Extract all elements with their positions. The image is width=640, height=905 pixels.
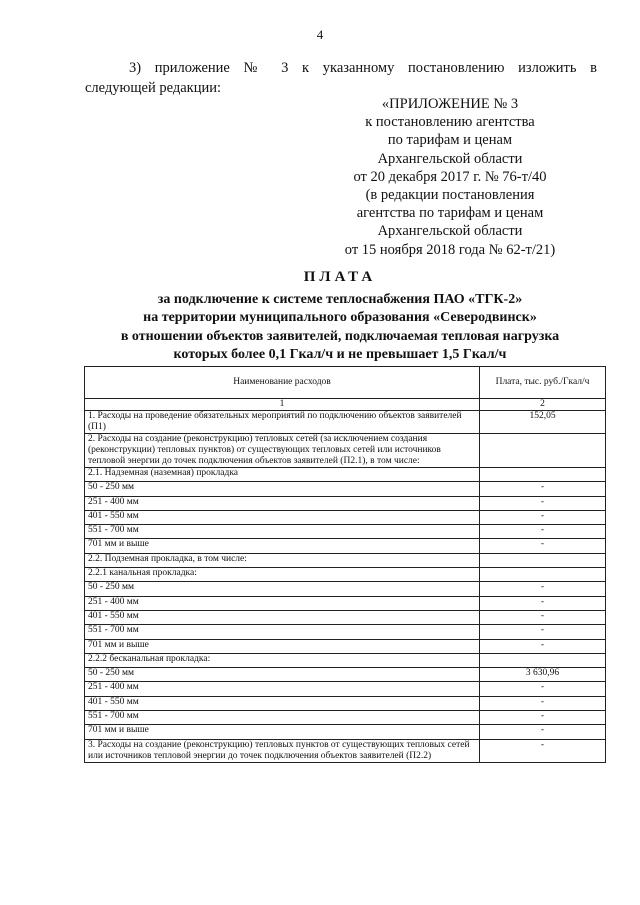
fee-value-cell bbox=[480, 568, 606, 582]
expense-name-cell: 3. Расходы на создание (реконструкцию) тепловых пунктов от существующих тепловых сетей или источников тепловой энергии до точек подключения объектов заявителей (П2.2) bbox=[85, 739, 480, 762]
document-title bbox=[60, 268, 620, 365]
table-row bbox=[85, 711, 606, 725]
table-body bbox=[85, 411, 606, 763]
header-fee: Плата, тыс. руб./Гкал/ч bbox=[480, 367, 606, 399]
table-row bbox=[85, 582, 606, 596]
appendix-line: к постановлению агентства bbox=[365, 114, 535, 131]
column-number: 1 bbox=[85, 399, 480, 411]
expense-name-cell: 401 - 550 мм bbox=[85, 696, 480, 710]
title-main: ПЛАТА bbox=[303, 269, 377, 285]
fee-value-cell bbox=[480, 653, 606, 667]
appendix-line: Архангельской области bbox=[377, 150, 523, 167]
expense-name-cell: 50 - 250 мм bbox=[85, 582, 480, 596]
page-number: 4 bbox=[316, 27, 324, 42]
expense-name-cell: 2.2. Подземная прокладка, в том числе: bbox=[85, 553, 480, 567]
appendix-line: «ПРИЛОЖЕНИЕ № 3 bbox=[381, 96, 519, 112]
title-line: за подключение к системе теплоснабжения ПАО «ТГК-2» bbox=[157, 291, 523, 307]
appendix-line: от 20 декабря 2017 г. № 76-т/40 bbox=[353, 168, 547, 185]
table-row bbox=[85, 482, 606, 496]
table-row bbox=[85, 596, 606, 610]
intro-line-2: следующей редакции: bbox=[85, 80, 222, 96]
table-row bbox=[85, 739, 606, 762]
expense-name-cell: 701 мм и выше bbox=[85, 539, 480, 553]
appendix-line: (в редакции постановления bbox=[365, 187, 535, 204]
expense-name-cell: 50 - 250 мм bbox=[85, 668, 480, 682]
table-row bbox=[85, 553, 606, 567]
table-row bbox=[85, 610, 606, 624]
table-row bbox=[85, 539, 606, 553]
fee-value-cell: - bbox=[480, 725, 606, 739]
expense-name-cell: 2.2.2 бесканальная прокладка: bbox=[85, 653, 480, 667]
fee-value-cell: - bbox=[480, 739, 606, 762]
table-row bbox=[85, 510, 606, 524]
table-row bbox=[85, 434, 606, 468]
fee-value-cell: - bbox=[480, 682, 606, 696]
expense-name-cell: 2.1. Надземная (наземная) прокладка bbox=[85, 468, 480, 482]
table-row bbox=[85, 696, 606, 710]
expense-name-cell: 701 мм и выше bbox=[85, 725, 480, 739]
expense-name-cell: 551 - 700 мм bbox=[85, 711, 480, 725]
column-number-row bbox=[85, 399, 606, 411]
header-expense-name: Наименование расходов bbox=[85, 367, 480, 399]
table-row bbox=[85, 496, 606, 510]
fee-value-cell: - bbox=[480, 539, 606, 553]
title-line: в отношении объектов заявителей, подключаемая тепловая нагрузка bbox=[120, 328, 560, 344]
expense-name-cell: 551 - 700 мм bbox=[85, 525, 480, 539]
intro-line-1: 3) приложение № 3 к указанному постановлению изложить в bbox=[129, 60, 597, 76]
appendix-line: агентства по тарифам и ценам bbox=[356, 205, 544, 222]
expense-name-cell: 401 - 550 мм bbox=[85, 510, 480, 524]
table-row bbox=[85, 625, 606, 639]
expense-name-cell: 1. Расходы на проведение обязательных мероприятий по подключению объектов заявителей (П1) bbox=[85, 411, 480, 434]
expense-name-cell: 251 - 400 мм bbox=[85, 596, 480, 610]
intro-paragraph bbox=[85, 58, 597, 98]
appendix-line: Архангельской области bbox=[377, 223, 523, 240]
fee-value-cell bbox=[480, 468, 606, 482]
title-line: на территории муниципального образования «Северодвинск» bbox=[143, 310, 537, 325]
table-row bbox=[85, 682, 606, 696]
fee-value-cell: 3 630,96 bbox=[480, 668, 606, 682]
table-header-row bbox=[85, 367, 606, 399]
expense-name-cell: 251 - 400 мм bbox=[85, 682, 480, 696]
fee-value-cell: - bbox=[480, 625, 606, 639]
fee-table bbox=[84, 366, 606, 763]
fee-value-cell: - bbox=[480, 482, 606, 496]
table-row bbox=[85, 639, 606, 653]
table-row bbox=[85, 668, 606, 682]
fee-value-cell bbox=[480, 434, 606, 468]
appendix-line: от 15 ноября 2018 года № 62-т/21) bbox=[344, 241, 556, 258]
fee-value-cell: 152,05 bbox=[480, 411, 606, 434]
fee-value-cell: - bbox=[480, 639, 606, 653]
table-row bbox=[85, 568, 606, 582]
expense-name-cell: 50 - 250 мм bbox=[85, 482, 480, 496]
column-number: 2 bbox=[480, 399, 606, 411]
fee-value-cell: - bbox=[480, 496, 606, 510]
title-line: которых более 0,1 Гкал/ч и не превышает 1,5 Гкал/ч bbox=[173, 347, 507, 362]
fee-value-cell: - bbox=[480, 525, 606, 539]
table-row bbox=[85, 525, 606, 539]
table-row bbox=[85, 653, 606, 667]
fee-value-cell: - bbox=[480, 510, 606, 524]
expense-name-cell: 251 - 400 мм bbox=[85, 496, 480, 510]
fee-value-cell: - bbox=[480, 696, 606, 710]
fee-value-cell: - bbox=[480, 596, 606, 610]
expense-name-cell: 401 - 550 мм bbox=[85, 610, 480, 624]
table-row bbox=[85, 468, 606, 482]
table-row bbox=[85, 411, 606, 434]
expense-name-cell: 2. Расходы на создание (реконструкцию) тепловых сетей (за исключением создания (реконструкции) тепловых пунктов) от существующих тепловых сетей или источников тепловой энергии до точек подключения объектов заявителей (П2.1), в том числе: bbox=[85, 434, 480, 468]
fee-value-cell bbox=[480, 553, 606, 567]
table-row bbox=[85, 725, 606, 739]
fee-value-cell: - bbox=[480, 582, 606, 596]
appendix-header bbox=[300, 95, 600, 259]
expense-name-cell: 551 - 700 мм bbox=[85, 625, 480, 639]
fee-value-cell: - bbox=[480, 610, 606, 624]
expense-name-cell: 701 мм и выше bbox=[85, 639, 480, 653]
expense-name-cell: 2.2.1 канальная прокладка: bbox=[85, 568, 480, 582]
appendix-line: по тарифам и ценам bbox=[387, 132, 513, 149]
fee-value-cell: - bbox=[480, 711, 606, 725]
